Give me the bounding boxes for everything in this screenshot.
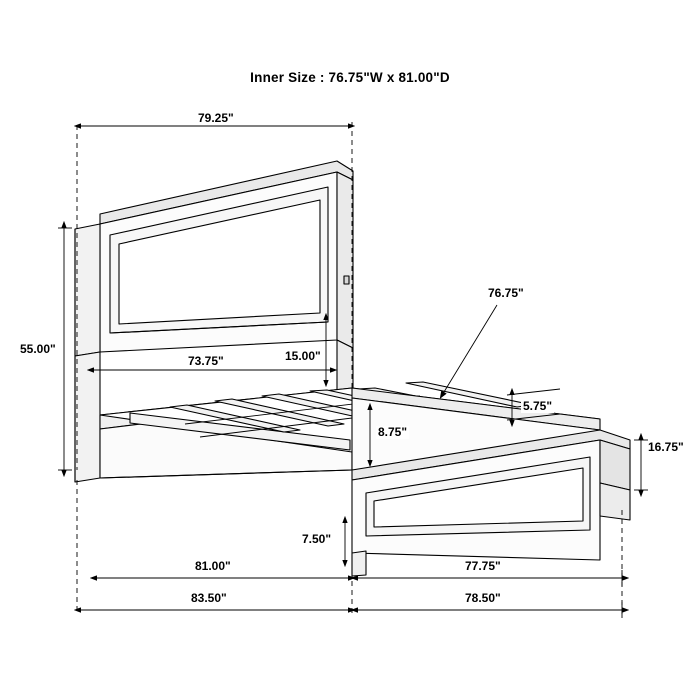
page-title: Inner Size : 76.75"W x 81.00"D xyxy=(250,70,450,85)
bed-illustration xyxy=(75,161,630,576)
dim-label-rail-thickness: 5.75" xyxy=(523,399,553,413)
dim-label-headboard-panel-width: 73.75" xyxy=(188,354,224,368)
dim-label-overall-side-length: 83.50" xyxy=(191,591,227,605)
dim-label-footboard-depth: 77.75" xyxy=(465,559,501,573)
dim-label-headboard-height: 55.00" xyxy=(20,342,56,356)
dim-label-headboard-to-rail: 15.00" xyxy=(285,349,321,363)
dim-label-footboard-height: 16.75" xyxy=(648,440,684,454)
dim-label-top-width: 79.25" xyxy=(198,111,234,125)
dim-label-slat-clearance: 8.75" xyxy=(378,425,408,439)
dim-label-side-rail-length: 81.00" xyxy=(195,559,231,573)
dim-label-overall-depth: 78.50" xyxy=(465,591,501,605)
dim-label-floor-clearance: 7.50" xyxy=(302,532,332,546)
dim-label-inner-width: 76.75" xyxy=(488,286,524,300)
